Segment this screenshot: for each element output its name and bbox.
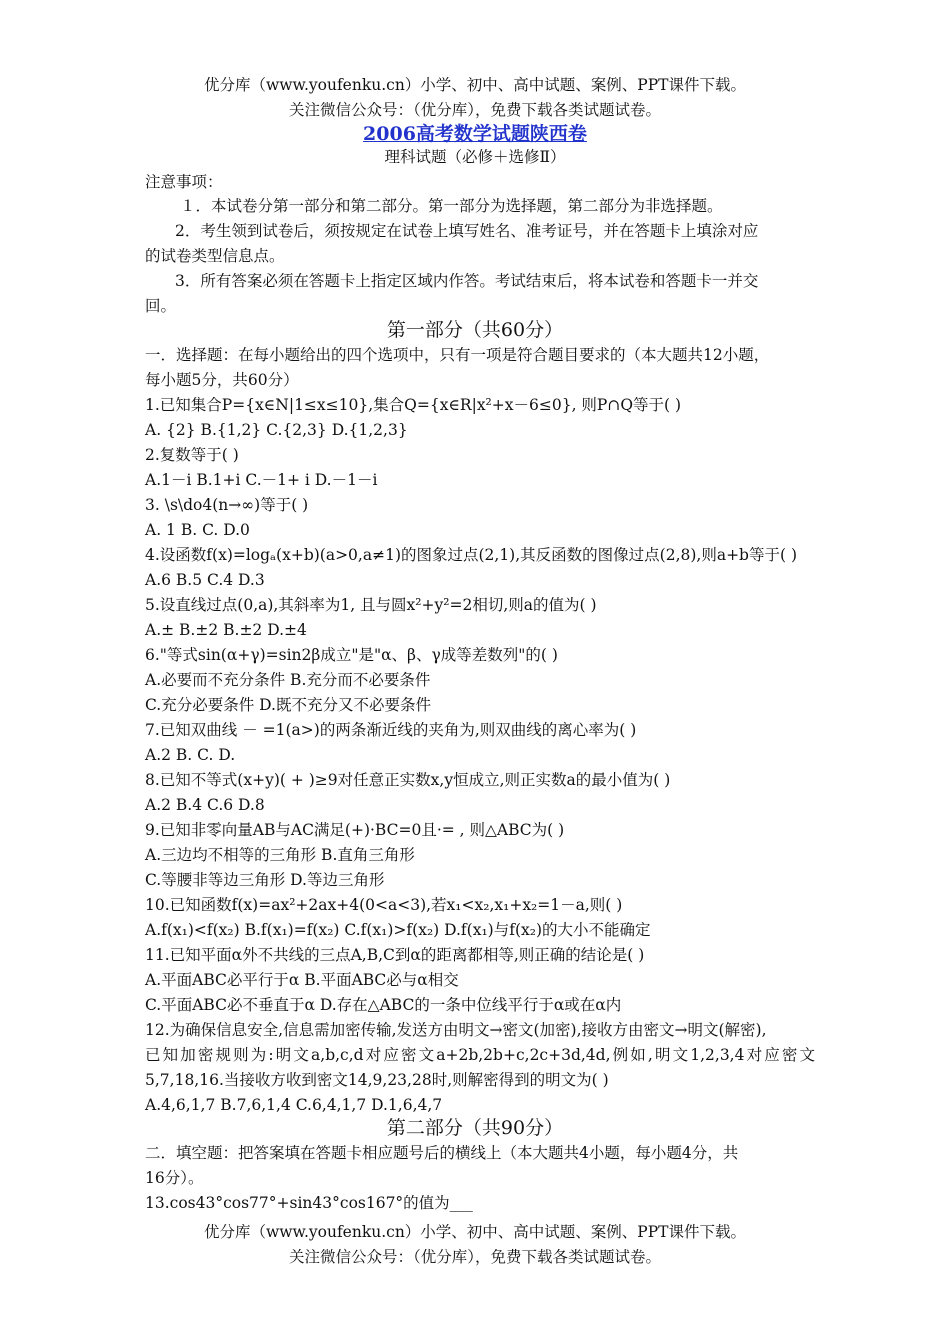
question-12c: 5,7,18,16.当接收方收到密文14,9,23,28时,则解密得到的明文为( ) [145,1071,609,1089]
part2-intro-a: 二．填空题：把答案填在答题卡相应题号后的横线上（本大题共4小题，每小题4分，共 [145,1144,739,1162]
question-3: 3. \s\do4(n→∞)等于( ) [145,496,309,514]
question-7: 7.已知双曲线 － =1(a>)的两条渐近线的夹角为,则双曲线的离心率为( ) [145,721,637,739]
question-2-options: A.1－i B.1+i C.－1+ i D.－1－i [145,471,378,489]
question-11: 11.已知平面α外不共线的三点A,B,C到α的距离都相等,则正确的结论是( ) [145,946,645,964]
question-9: 9.已知非零向量AB与AC满足(+)·BC=0且·= , 则△ABC为( ) [145,821,565,839]
question-7-options: A.2 B. C. D. [145,746,236,764]
question-3-options: A. 1 B. C. D.0 [145,521,250,539]
note-1: １．本试卷分第一部分和第二部分。第一部分为选择题，第二部分为非选择题。 [180,197,723,215]
part1-title: 第一部分（共60分） [386,319,564,341]
question-5-options: A.± B.±2 B.±2 D.±4 [145,621,307,639]
footer-line-2: 关注微信公众号：（优分库），免费下载各类试题试卷。 [288,1248,661,1266]
note-3b: 回。 [145,297,177,315]
question-4: 4.设函数f(x)=logₐ(x+b)(a>0,a≠1)的图象过点(2,1),其反函数的图像过点(2,8),则a+b等于( ) [145,546,798,564]
question-5: 5.设直线过点(0,a),其斜率为1, 且与圆x²+y²=2相切,则a的值为( ) [145,596,597,614]
part2-title: 第二部分（共90分） [386,1117,564,1139]
question-1: 1.已知集合P={x∈N|1≤x≤10},集合Q={x∈R|x²+x－6≤0}, 则P∩Q等于( ) [145,396,682,414]
question-12b: 已知加密规则为:明文a,b,c,d对应密文a+2b,2b+c,2c+3d,4d,例如,明文1,2,3,4对应密文 [145,1046,815,1064]
question-8-options: A.2 B.4 C.6 D.8 [145,796,265,814]
note-3a: 3．所有答案必须在答题卡上指定区域内作答。考试结束后，将本试卷和答题卡一并交 [175,272,759,290]
question-9-options-1: A.三边均不相等的三角形 B.直角三角形 [145,846,415,864]
question-6-options-1: A.必要而不充分条件 B.充分而不必要条件 [145,671,431,689]
question-1-options: A. {2} B.{1,2} C.{2,3} D.{1,2,3} [145,421,408,439]
question-9-options-2: C.等腰非等边三角形 D.等边三角形 [145,871,385,889]
note-2a: 2．考生领到试卷后，须按规定在试卷上填写姓名、准考证号，并在答题卡上填涂对应 [175,222,759,240]
header-line-2: 关注微信公众号：（优分库），免费下载各类试题试卷。 [288,101,661,119]
part1-intro-b: 每小题5分，共60分） [145,371,299,389]
document-title[interactable]: 2006高考数学试题陕西卷 [363,123,587,145]
question-8: 8.已知不等式(x+y)( + )≥9对任意正实数x,y恒成立,则正实数a的最小值为( ) [145,771,671,789]
notes-heading: 注意事项： [145,173,223,191]
question-6: 6."等式sin(α+γ)=sin2β成立"是"α、β、γ成等差数列"的( ) [145,646,558,664]
document-subtitle: 理科试题（必修＋选修Ⅱ） [384,148,566,166]
question-11-options-2: C.平面ABC必不垂直于α D.存在△ABC的一条中位线平行于α或在α内 [145,996,622,1014]
question-10-options: A.f(x₁)<f(x₂) B.f(x₁)=f(x₂) C.f(x₁)>f(x₂) D.f(x₁)与f(x₂)的大小不能确定 [145,921,651,939]
question-12-options: A.4,6,1,7 B.7,6,1,4 C.6,4,1,7 D.1,6,4,7 [145,1096,443,1114]
question-10: 10.已知函数f(x)=ax²+2ax+4(0<a<3),若x₁<x₂,x₁+x₂=1－a,则( ) [145,896,623,914]
question-12a: 12.为确保信息安全,信息需加密传输,发送方由明文→密文(加密),接收方由密文→明文(解密), [145,1021,767,1039]
part1-intro-a: 一．选择题：在每小题给出的四个选项中，只有一项是符合题目要求的（本大题共12小题， [145,346,770,364]
note-2b: 的试卷类型信息点。 [145,247,285,265]
footer-line-1: 优分库（www.youfenku.cn）小学、初中、高中试题、案例、PPT课件下载。 [203,1223,747,1241]
part2-intro-b: 16分）。 [145,1169,204,1187]
question-2: 2.复数等于( ) [145,446,239,464]
question-13: 13.cos43°cos77°+sin43°cos167°的值为___ [145,1194,473,1212]
header-line-1: 优分库（www.youfenku.cn）小学、初中、高中试题、案例、PPT课件下载。 [203,76,747,94]
question-11-options-1: A.平面ABC必平行于α B.平面ABC必与α相交 [145,971,459,989]
question-4-options: A.6 B.5 C.4 D.3 [145,571,265,589]
question-6-options-2: C.充分必要条件 D.既不充分又不必要条件 [145,696,431,714]
